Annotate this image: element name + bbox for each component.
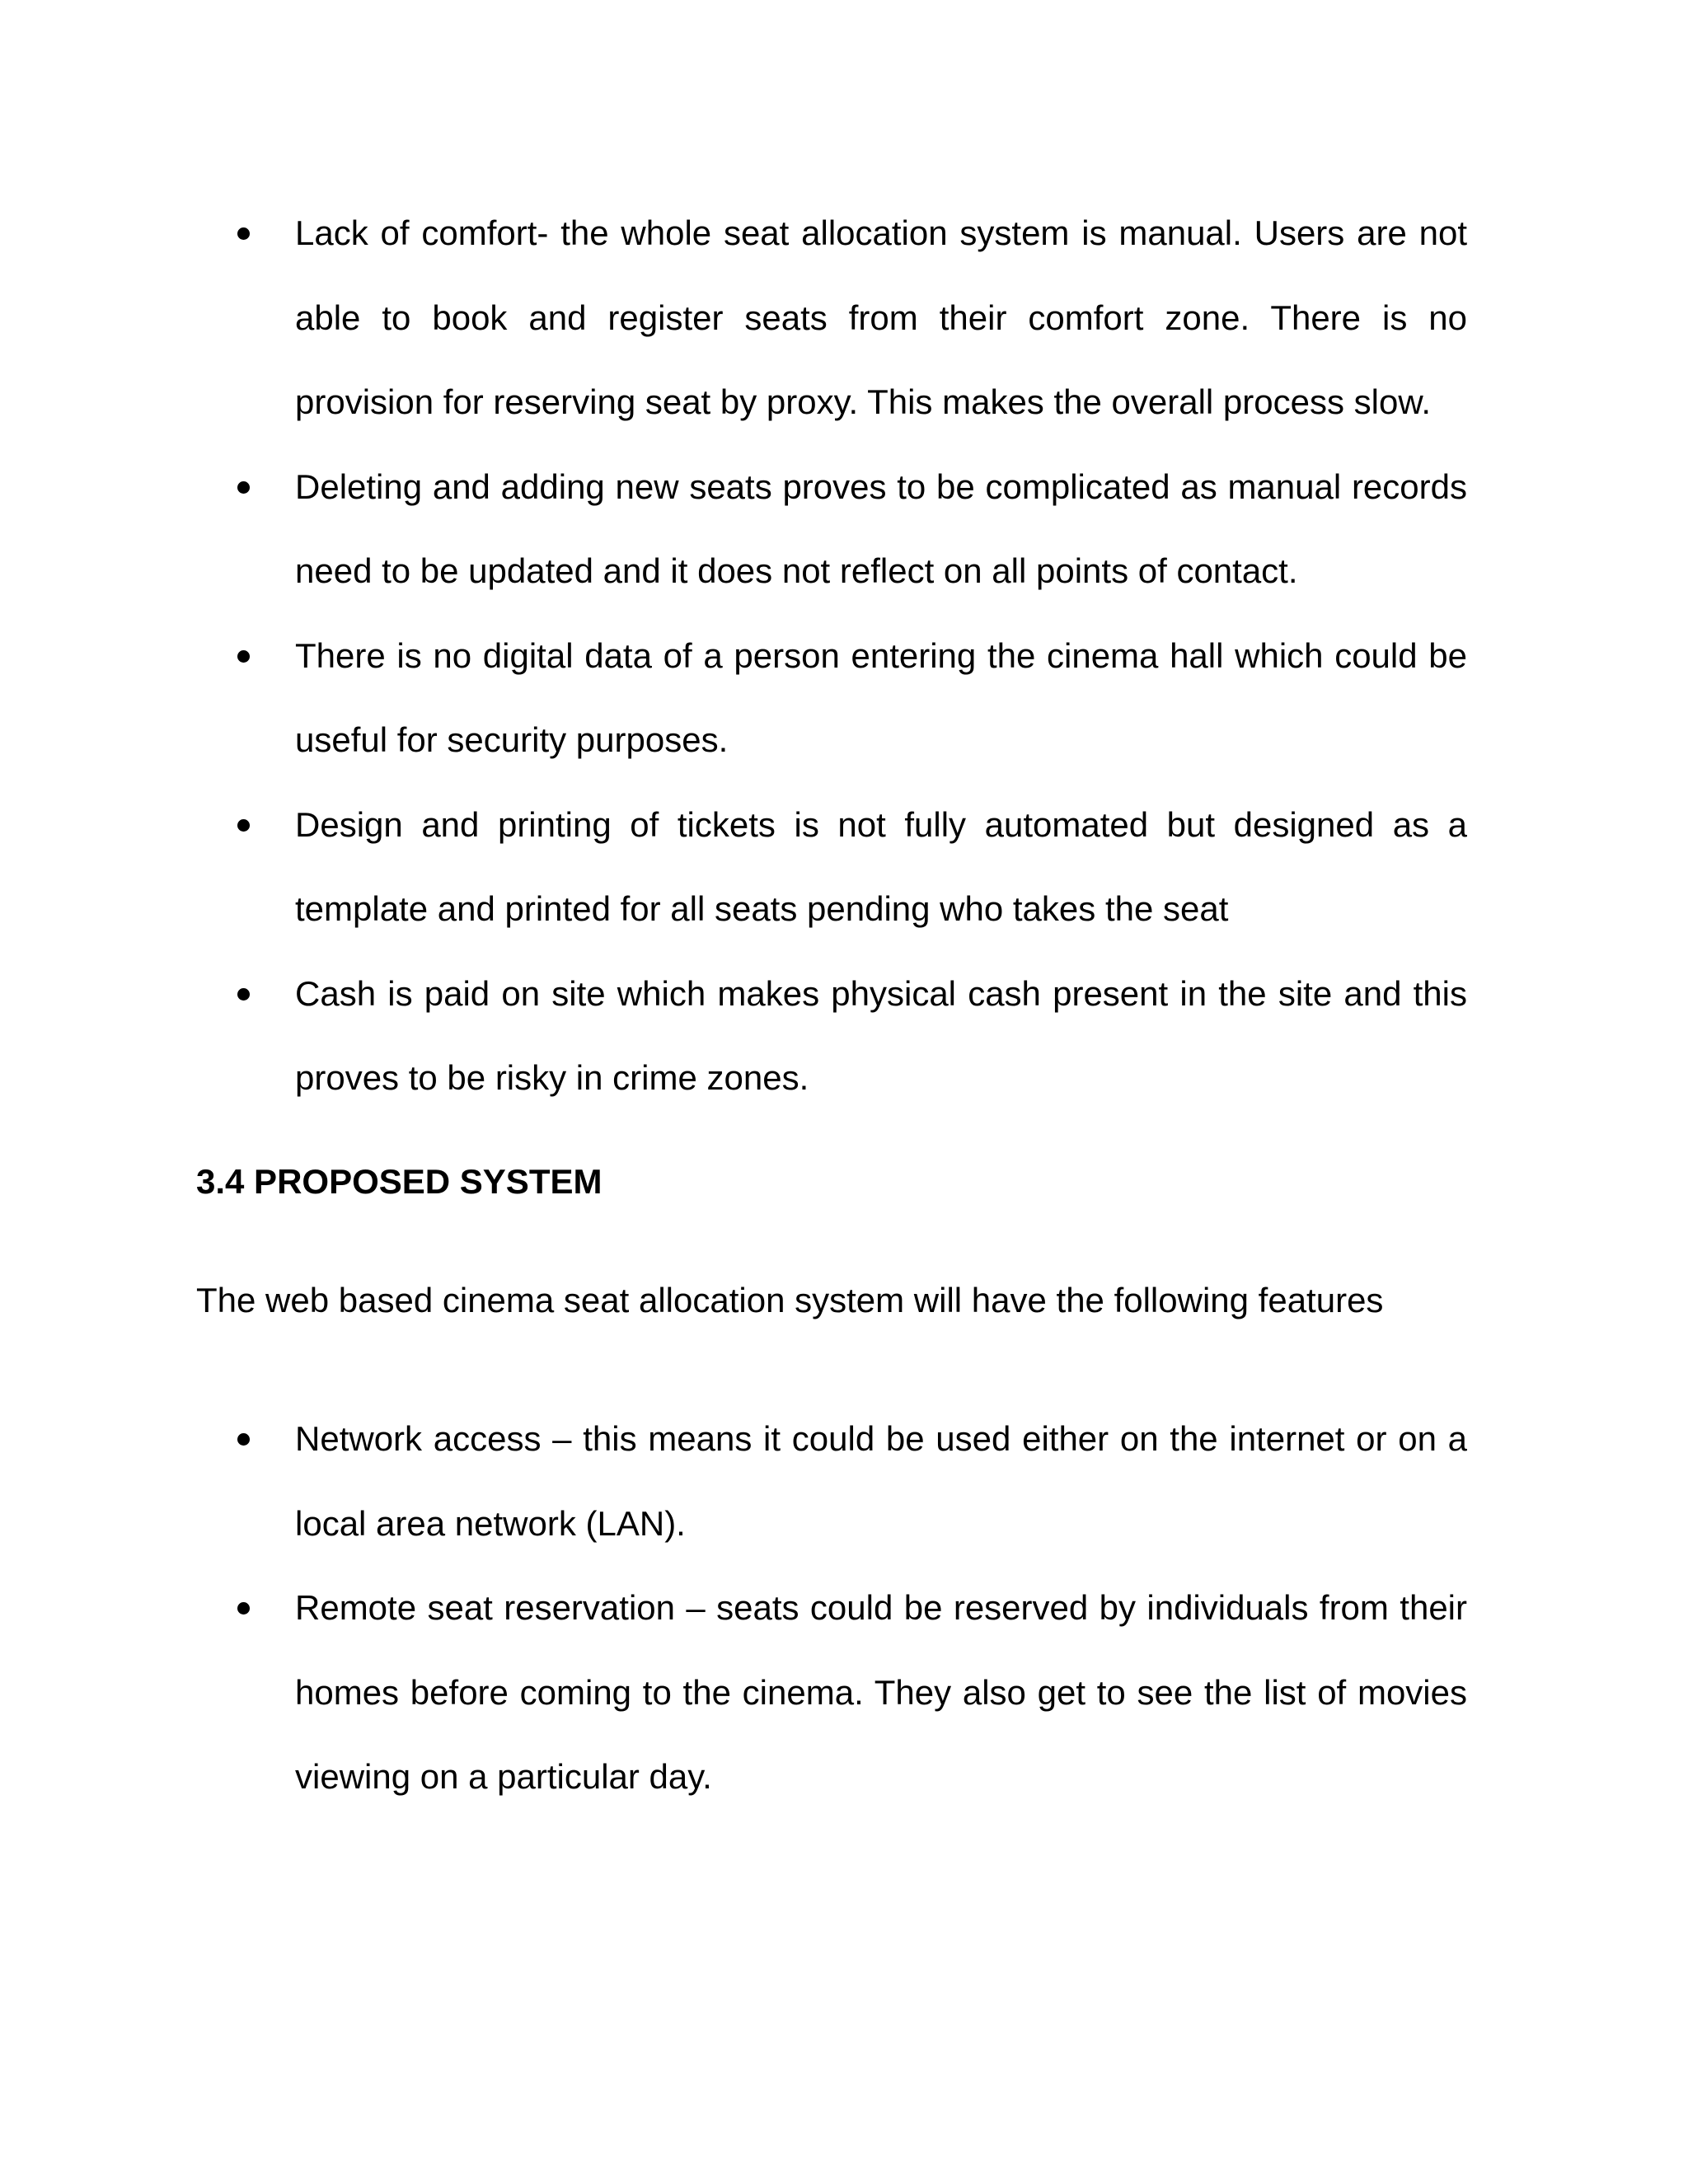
list-item-text: Network access – this means it could be used either on the internet or on a local area network (LAN). — [295, 1419, 1467, 1543]
list-item — [196, 614, 1467, 783]
list-item — [196, 191, 1467, 445]
list-item — [196, 445, 1467, 614]
bullet-icon — [237, 988, 250, 1001]
intro-paragraph: The web based cinema seat allocation system will have the following features — [196, 1281, 1384, 1319]
list-item — [196, 783, 1467, 952]
bullet-icon — [237, 650, 250, 663]
list-item — [196, 1397, 1467, 1566]
bullet-icon — [237, 227, 250, 240]
bullet-icon — [237, 1602, 250, 1615]
proposed-features-list — [196, 1397, 1467, 1820]
bullet-icon — [237, 481, 250, 494]
section-heading: 3.4 PROPOSED SYSTEM — [196, 1162, 603, 1201]
list-item-text: Cash is paid on site which makes physical cash present in the site and this proves to be risky in crime zones. — [295, 973, 1467, 1097]
list-item — [196, 1566, 1467, 1820]
list-item-text: Deleting and adding new seats proves to be complicated as manual records need to be updated and it does not reflect on all points of contact. — [295, 466, 1467, 590]
list-item-text: Lack of comfort- the whole seat allocation system is manual. Users are not able to book and register seats from their comfort zone. There is no provision for reserving seat by proxy. This makes the overall process slow. — [295, 213, 1467, 421]
list-item — [196, 952, 1467, 1121]
list-item-text: Remote seat reservation – seats could be reserved by individuals from their homes before coming to the cinema. They also get to see the list of movies viewing on a particular day. — [295, 1588, 1467, 1796]
list-item-text: There is no digital data of a person entering the cinema hall which could be useful for security purposes. — [295, 635, 1467, 759]
existing-system-issues-list — [196, 191, 1467, 1121]
list-item-text: Design and printing of tickets is not fully automated but designed as a template and printed for all seats pending who takes the seat — [295, 804, 1467, 928]
bullet-icon — [237, 1433, 250, 1446]
bullet-icon — [237, 819, 250, 832]
